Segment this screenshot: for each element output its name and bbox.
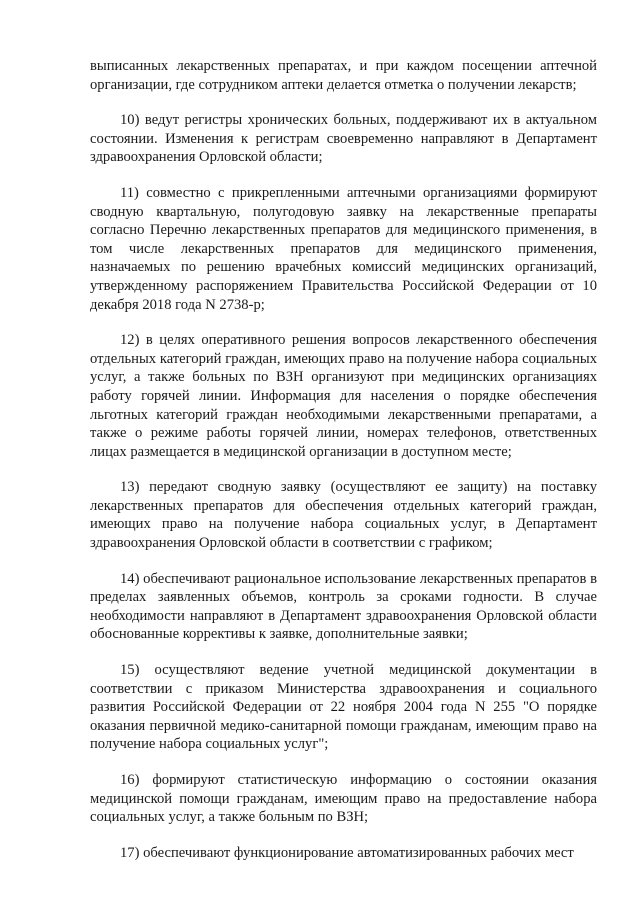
paragraph-continuation: выписанных лекарственных препаратах, и при каждом посещении аптечной организации, где сотрудником аптеки делается отметка о получении лекарств; (90, 58, 597, 93)
paragraph-item-11: 11) совместно с прикрепленными аптечными организациями формируют сводную квартальную, полугодовую заявку на лекарственные препараты согласно Перечню лекарственных препаратов для медицинского применения, в том числе лекарственных препаратов для медицинского применения, назначаемых по решению врачебных комиссий медицинских организаций, утвержденному распоряжением Правительства Российской Федерации от 10 декабря 2018 года N 2738-р; (90, 184, 597, 313)
document-body (90, 57, 597, 879)
paragraph-item-12: 12) в целях оперативного решения вопросов лекарственного обеспечения отдельных категорий граждан, имеющих право на получение набора социальных услуг, а также больных по ВЗН организуют при медицинских организациях работу горячей линии. Информация для населения о порядке обеспечения льготных категорий граждан необходимыми лекарственными препаратами, а также о режиме работы горячей линии, номерах телефонов, ответственных лицах размещается в медицинской организации в доступном месте; (90, 332, 597, 460)
paragraph-item-14: 14) обеспечивают рациональное использование лекарственных препаратов в пределах заявленных объемов, контроль за сроками годности. В случае необходимости направляют в Департамент здравоохранения Орловской области обоснованные коррективы к заявке, дополнительные заявки; (90, 570, 597, 643)
paragraph-item-16: 16) формируют статистическую информацию о состоянии оказания медицинской помощи гражданам, имеющим право на предоставление набора социальных услуг, а также больным по ВЗН; (90, 772, 597, 826)
paragraph-item-15: 15) осуществляют ведение учетной медицинской документации в соответствии с приказом Министерства здравоохранения и социального развития Российской Федерации от 22 ноября 2004 года N 255 "О порядке оказания первичной медико-санитарной помощи гражданам, имеющим право на получение набора социальных услуг"; (90, 662, 597, 753)
paragraph-item-17: 17) обеспечивают функционирование автоматизированных рабочих мест (120, 844, 574, 861)
paragraph-item-13: 13) передают сводную заявку (осуществляют ее защиту) на поставку лекарственных препаратов для обеспечения отдельных категорий граждан, имеющих право на получение набора социальных услуг, в Департамент здравоохранения Орловской области в соответствии с графиком; (90, 479, 597, 552)
paragraph-item-10: 10) ведут регистры хронических больных, поддерживают их в актуальном состоянии. Изменения к регистрам своевременно направляют в Департамент здравоохранения Орловской области; (90, 112, 597, 166)
